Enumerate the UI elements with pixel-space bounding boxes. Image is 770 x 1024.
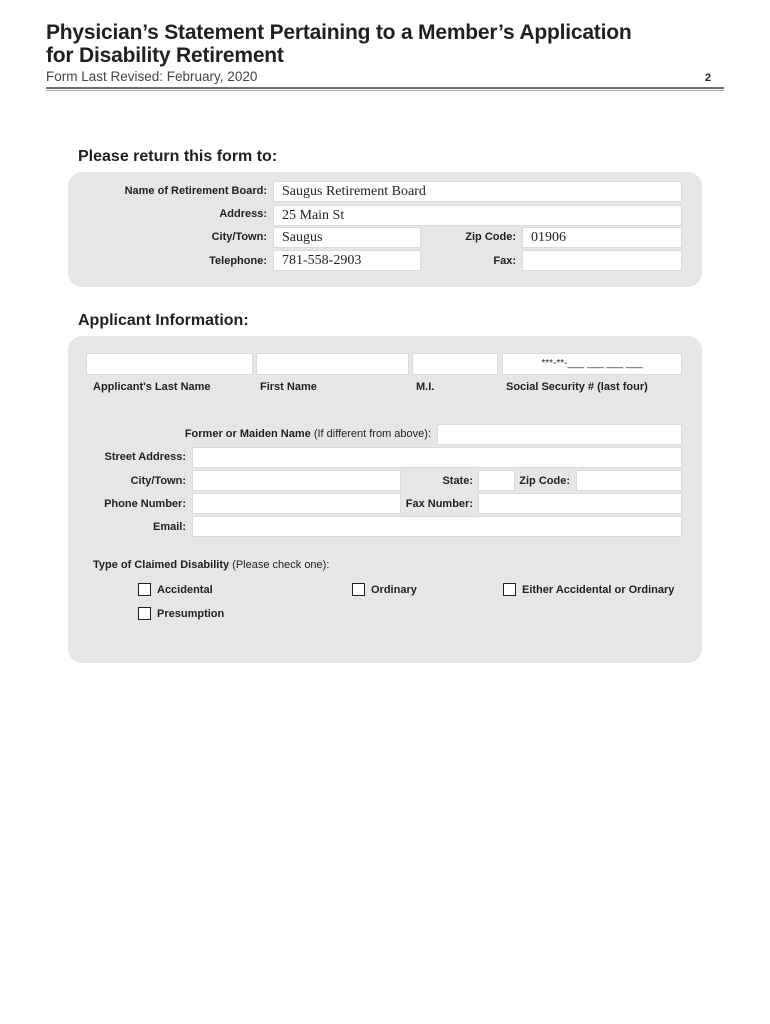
form-title-line1: Physician’s Statement Pertaining to a Member’s Application: [46, 21, 632, 44]
street-field[interactable]: [192, 447, 682, 468]
phone-field[interactable]: [192, 493, 401, 514]
email-label: Email:: [152, 521, 186, 533]
fax-label: Fax:: [493, 255, 516, 267]
disability-type-note: (Please check one):: [232, 559, 330, 571]
last-name-label: Applicant's Last Name: [93, 381, 211, 393]
ordinary-checkbox[interactable]: [352, 583, 365, 596]
return-heading: Please return this form to:: [78, 148, 278, 165]
applicant-heading: Applicant Information:: [78, 312, 249, 329]
applicant-city-field[interactable]: [192, 470, 401, 491]
applicant-fax-field[interactable]: [478, 493, 682, 514]
applicant-fax-label: Fax Number:: [405, 498, 473, 510]
state-label: State:: [442, 475, 473, 487]
telephone-field[interactable]: 781-558-2903: [273, 250, 421, 271]
mi-field[interactable]: [412, 353, 498, 375]
last-name-field[interactable]: [86, 353, 253, 375]
email-field[interactable]: [192, 516, 682, 537]
street-label: Street Address:: [104, 451, 186, 463]
disability-type-label: [93, 559, 329, 571]
form-title: [46, 21, 632, 67]
state-field[interactable]: [478, 470, 515, 491]
city-field[interactable]: Saugus: [273, 227, 421, 248]
zip-field[interactable]: 01906: [522, 227, 682, 248]
first-name-label: First Name: [260, 381, 317, 393]
applicant-zip-label: Zip Code:: [519, 475, 570, 487]
header-divider: [46, 87, 724, 89]
accidental-checkbox[interactable]: [138, 583, 151, 596]
fax-field[interactable]: [522, 250, 682, 271]
maiden-name-label: [120, 428, 431, 440]
disability-type-label-text: Type of Claimed Disability: [93, 559, 230, 571]
mi-label: M.I.: [416, 381, 435, 393]
zip-label: Zip Code:: [465, 231, 516, 243]
maiden-name-note: (If different from above):: [313, 428, 431, 440]
form-title-line2: for Disability Retirement: [46, 44, 284, 67]
maiden-name-label-text: Former or Maiden Name: [184, 428, 311, 440]
presumption-checkbox[interactable]: [138, 607, 151, 620]
accidental-label: Accidental: [157, 584, 213, 596]
phone-label: Phone Number:: [104, 498, 186, 510]
telephone-label: Telephone:: [209, 255, 267, 267]
page-number: 2: [705, 72, 712, 84]
header-divider-thin: [46, 90, 724, 91]
form-revised-date: Form Last Revised: February, 2020: [46, 69, 258, 84]
ssn-label: Social Security # (last four): [506, 381, 648, 393]
address-label: Address:: [219, 208, 267, 220]
ordinary-label: Ordinary: [371, 584, 417, 596]
either-checkbox[interactable]: [503, 583, 516, 596]
board-field[interactable]: Saugus Retirement Board: [273, 181, 682, 202]
first-name-field[interactable]: [256, 353, 409, 375]
applicant-city-label: City/Town:: [130, 475, 186, 487]
presumption-label: Presumption: [157, 608, 225, 620]
city-label: City/Town:: [211, 231, 267, 243]
either-label: Either Accidental or Ordinary: [522, 584, 675, 596]
address-field[interactable]: 25 Main St: [273, 205, 682, 226]
board-label: Name of Retirement Board:: [124, 185, 267, 197]
maiden-name-field[interactable]: [437, 424, 682, 445]
applicant-zip-field[interactable]: [576, 470, 682, 491]
ssn-field[interactable]: ***-**-___ ___ ___ ___: [502, 353, 682, 375]
